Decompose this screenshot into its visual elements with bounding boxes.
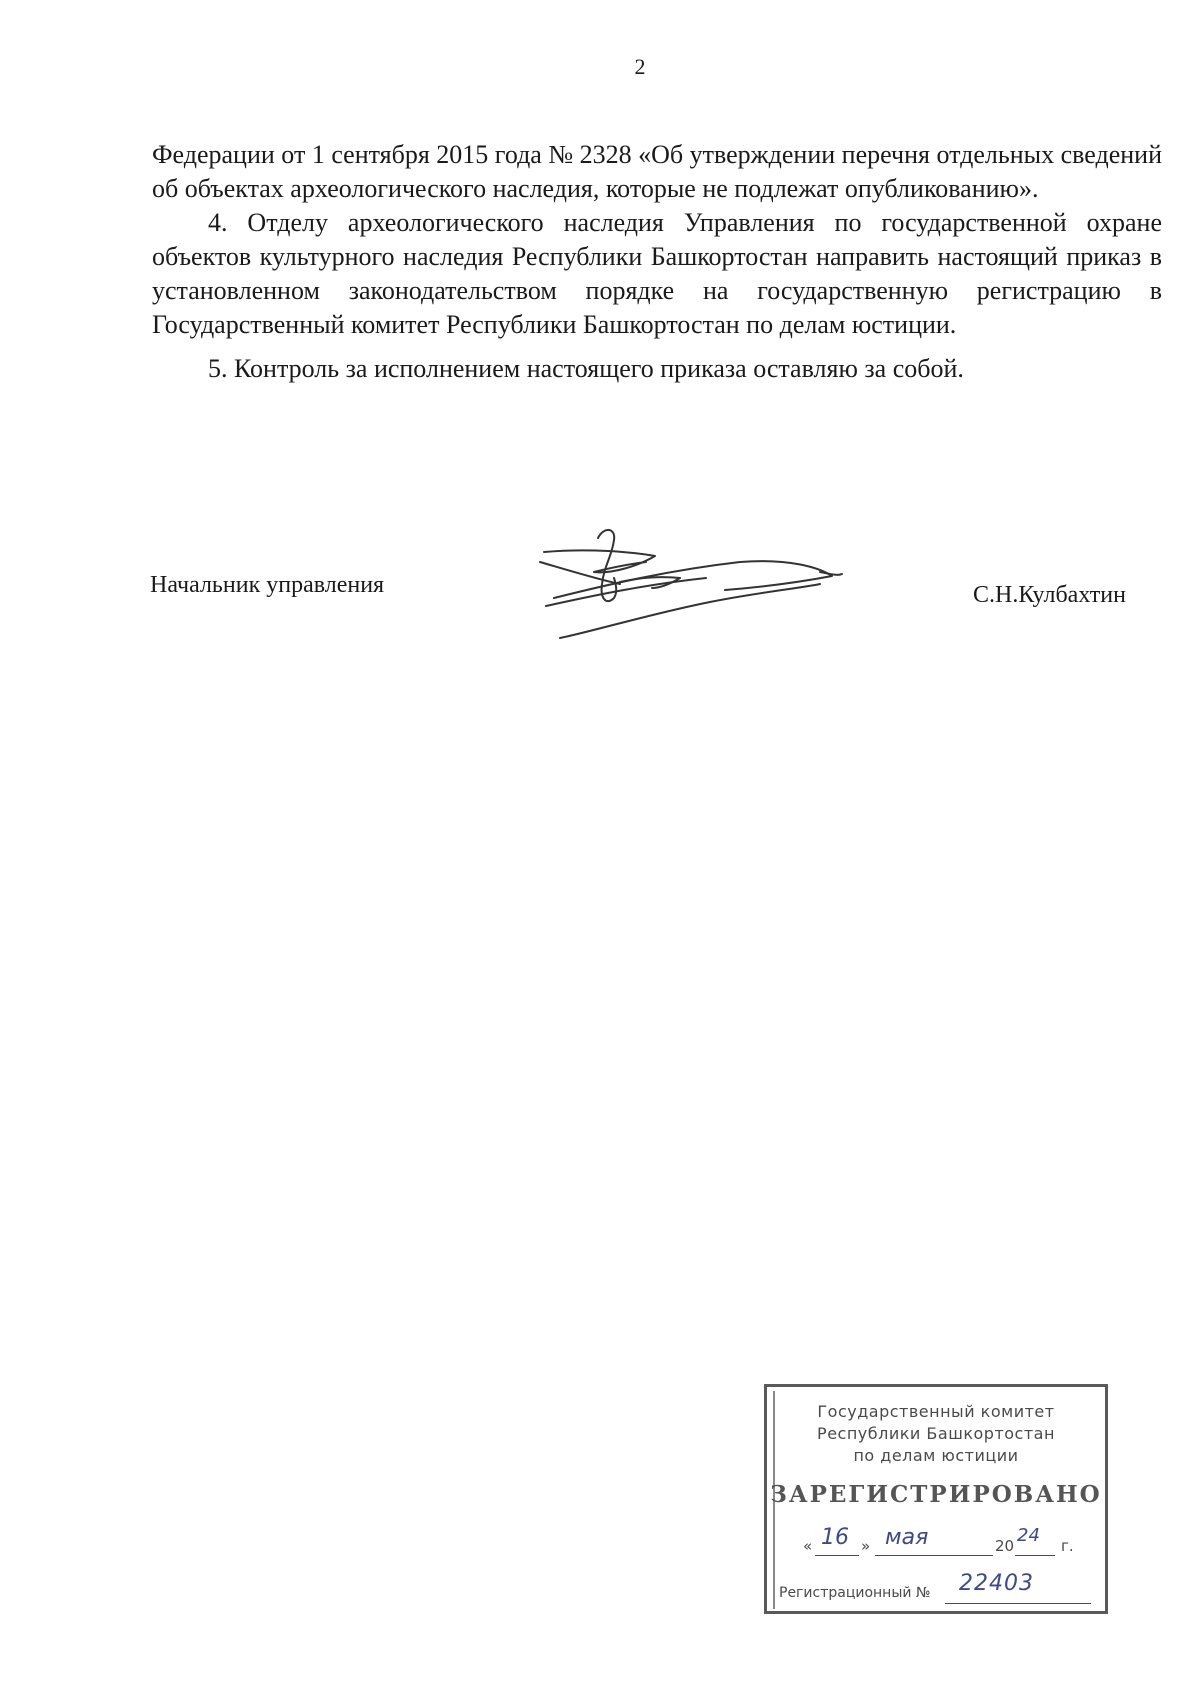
- handwritten-signature: [520, 528, 890, 643]
- quote-close: »: [861, 1537, 871, 1555]
- year-underline: [1015, 1555, 1055, 1556]
- stamp-title: ЗАРЕГИСТРИРОВАНО: [770, 1481, 1102, 1508]
- document-body: [152, 138, 1162, 386]
- paragraph-item-5: 5. Контроль за исполнением настоящего приказа оставляю за собой.: [208, 354, 964, 383]
- signatory-position: Начальник управления: [150, 572, 385, 598]
- stamp-date: [803, 1525, 1093, 1559]
- stamp-header-line: Республики Башкортостан: [817, 1424, 1055, 1443]
- handwritten-number: 22403: [959, 1571, 1034, 1596]
- day-underline: [815, 1555, 859, 1556]
- handwritten-month: мая: [885, 1525, 929, 1550]
- paragraph-item-4: 4. Отделу археологического наследия Управления по государственной охране объектов культурного наследия Республики Башкортостан направить настоящий приказ в установленном законодательством порядке на государственную регистрацию в Государственный комитет Республики Башкортостан по делам юстиции.: [152, 208, 1162, 339]
- signatory-name: С.Н.Кулбахтин: [973, 582, 1126, 608]
- page-number: 2: [634, 54, 646, 79]
- stamp-registration-number: [779, 1571, 1099, 1605]
- handwritten-year: 24: [1017, 1525, 1040, 1546]
- number-underline: [945, 1603, 1091, 1604]
- year-prefix: 20: [995, 1537, 1015, 1555]
- quote-open: «: [803, 1537, 813, 1555]
- registration-stamp: [764, 1384, 1108, 1614]
- handwritten-day: 16: [821, 1525, 849, 1550]
- year-suffix: г.: [1061, 1537, 1074, 1555]
- paragraph-continuation: Федерации от 1 сентября 2015 года № 2328 «Об утверждении перечня отдельных сведений об объектах археологического наследия, которые не подлежат опубликованию».: [152, 140, 1162, 203]
- month-underline: [875, 1555, 993, 1556]
- stamp-header-line: Государственный комитет: [817, 1402, 1055, 1421]
- stamp-header: [767, 1401, 1105, 1467]
- signature-block: [0, 528, 1200, 648]
- registration-label: Регистрационный №: [779, 1585, 931, 1601]
- stamp-header-line: по делам юстиции: [853, 1446, 1019, 1465]
